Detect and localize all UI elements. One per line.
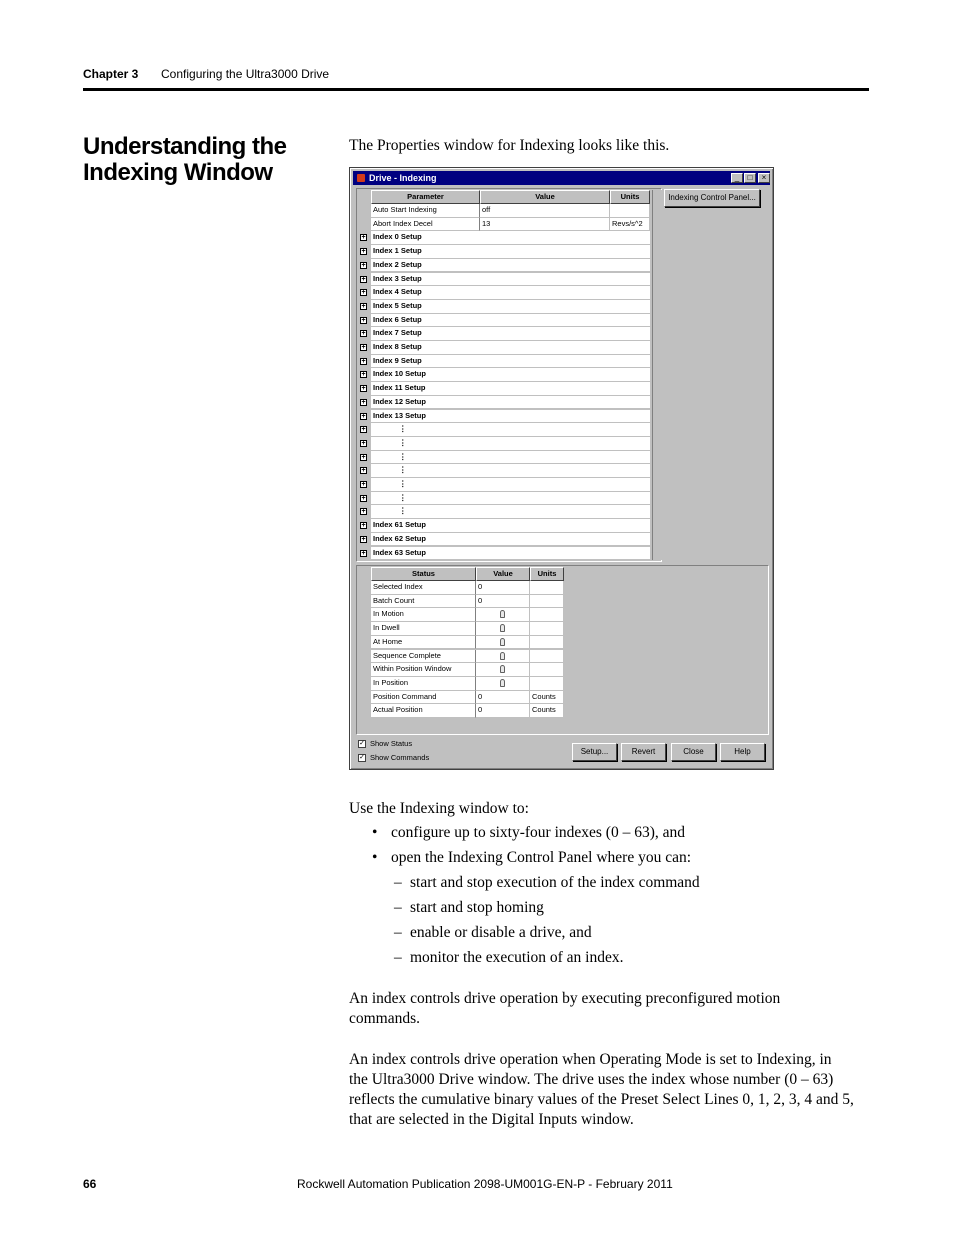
column-header-parameter: Parameter (371, 190, 480, 204)
index-group-row[interactable]: ⋮ (371, 451, 650, 465)
dash-mark: – (394, 949, 402, 966)
column-header-value: Value (480, 190, 610, 204)
list-item: open the Indexing Control Panel where you can: (391, 849, 692, 866)
section-title: Understanding the Indexing Window (83, 133, 287, 186)
status-value (476, 650, 530, 664)
expand-plus-icon[interactable]: + (361, 330, 366, 338)
index-group-row[interactable]: ⋮ (371, 437, 650, 451)
status-units (530, 581, 564, 595)
row-gutter (358, 581, 370, 718)
header-rule (83, 88, 869, 91)
show-commands-label: Show Commands (370, 753, 430, 762)
expand-plus-icon[interactable]: + (361, 412, 366, 420)
list-item: start and stop execution of the index command (410, 874, 700, 891)
index-group-row[interactable]: Index 62 Setup (371, 533, 650, 547)
expand-plus-icon[interactable]: + (361, 398, 366, 406)
index-group-row[interactable]: Index 6 Setup (371, 314, 650, 328)
paragraph-line: the Ultra3000 Drive window. The drive uses the index whose number (0 – 63) (349, 1071, 834, 1088)
status-name: In Position (371, 677, 476, 691)
status-value (476, 677, 530, 691)
index-group-row[interactable]: ⋮ (371, 478, 650, 492)
paragraph-line: An index controls drive operation by executing preconfigured motion (349, 990, 781, 1007)
bullet-mark: • (372, 824, 378, 841)
dash-mark: – (394, 874, 402, 891)
parameter-value-field[interactable]: off (480, 204, 610, 218)
revert-button[interactable]: Revert (621, 743, 666, 761)
indicator-bulb-icon (500, 624, 505, 632)
parameter-grid (356, 188, 662, 562)
close-icon[interactable]: × (758, 173, 770, 183)
status-value (476, 636, 530, 650)
list-item: start and stop homing (410, 899, 544, 916)
uses-intro: Use the Indexing window to: (349, 800, 529, 817)
index-group-row[interactable]: Index 2 Setup (371, 259, 650, 273)
indicator-bulb-icon (500, 638, 505, 646)
status-name: Selected Index (371, 581, 476, 595)
index-group-row[interactable]: Index 3 Setup (371, 273, 650, 287)
expand-plus-icon[interactable]: + (361, 248, 366, 256)
maximize-icon[interactable]: □ (744, 173, 756, 183)
parameter-units (610, 204, 650, 218)
expand-plus-icon[interactable]: + (361, 344, 366, 351)
index-group-row[interactable]: Index 12 Setup (371, 396, 650, 410)
index-group-row[interactable]: Index 7 Setup (371, 327, 650, 341)
status-name: Sequence Complete (371, 650, 476, 664)
paragraph-line: reflects the cumulative binary values of the Preset Select Lines 0, 1, 2, 3, 4 and 5, (349, 1091, 854, 1108)
expand-plus-icon[interactable]: + (361, 357, 366, 365)
publication-info: Rockwell Automation Publication 2098-UM001G-EN-P - February 2011 (297, 1177, 673, 1191)
status-value: 0 (476, 704, 530, 718)
expand-plus-icon[interactable]: + (361, 481, 366, 488)
status-name: Within Position Window (371, 663, 476, 677)
show-status-label: Show Status (370, 739, 413, 748)
column-header-value: Value (476, 567, 530, 581)
list-item: monitor the execution of an index. (410, 949, 624, 966)
dash-mark: – (394, 899, 402, 916)
index-group-row[interactable]: Index 63 Setup (371, 547, 650, 561)
expand-plus-icon[interactable]: + (361, 302, 366, 310)
paragraph-line: An index controls drive operation when Operating Mode is set to Indexing, in (349, 1051, 832, 1068)
indexing-control-panel-button[interactable]: Indexing Control Panel... (664, 189, 760, 207)
index-group-row[interactable]: Index 10 Setup (371, 368, 650, 382)
status-units (530, 650, 564, 664)
expand-plus-icon[interactable]: + (361, 549, 366, 557)
expand-plus-icon[interactable]: + (361, 522, 366, 530)
index-group-row[interactable]: Index 1 Setup (371, 245, 650, 259)
index-group-row[interactable]: Index 9 Setup (371, 355, 650, 369)
show-commands-checkbox[interactable]: ✓ (359, 754, 365, 761)
index-group-row[interactable]: ⋮ (371, 505, 650, 519)
minimize-icon[interactable]: _ (731, 173, 743, 183)
window-title: Drive - Indexing (369, 173, 437, 183)
status-value (476, 622, 530, 636)
status-units (530, 663, 564, 677)
expand-plus-icon[interactable]: + (361, 535, 366, 543)
intro-text: The Properties window for Indexing looks like this. (349, 137, 670, 154)
paragraph-line: that are selected in the Digital Inputs window. (349, 1111, 634, 1128)
expand-plus-icon[interactable]: + (361, 234, 366, 242)
app-icon (357, 174, 365, 182)
expand-plus-icon[interactable]: + (361, 439, 366, 447)
indicator-bulb-icon (500, 679, 505, 687)
status-name: At Home (371, 636, 476, 650)
close-button[interactable]: Close (671, 743, 716, 761)
expand-plus-icon[interactable]: + (361, 385, 366, 393)
index-group-row[interactable]: Index 4 Setup (371, 286, 650, 300)
expand-plus-icon[interactable]: + (361, 289, 366, 297)
status-value: 0 (476, 581, 530, 595)
help-button[interactable]: Help (720, 743, 765, 761)
status-units (530, 622, 564, 636)
column-header-units: Units (610, 190, 650, 204)
expand-plus-icon[interactable]: + (361, 371, 366, 379)
parameter-units: Revs/s^2 (610, 218, 650, 232)
expand-plus-icon[interactable]: + (361, 494, 366, 502)
expand-plus-icon[interactable]: + (361, 508, 366, 516)
index-group-row[interactable]: Index 8 Setup (371, 341, 650, 355)
expand-plus-icon[interactable]: + (361, 467, 366, 475)
column-header-status: Status (371, 567, 476, 581)
index-group-row[interactable]: ⋮ (371, 464, 650, 478)
status-name: In Motion (371, 608, 476, 622)
index-group-row[interactable]: ⋮ (371, 423, 650, 437)
expand-plus-icon[interactable]: + (361, 453, 366, 461)
parameter-scrollbar[interactable] (652, 190, 662, 560)
window-titlebar[interactable] (353, 171, 770, 185)
chapter-title: Configuring the Ultra3000 Drive (161, 67, 330, 81)
status-units (530, 595, 564, 609)
index-group-row[interactable]: Index 13 Setup (371, 410, 650, 424)
parameter-value-field[interactable]: 13 (480, 218, 610, 232)
expand-plus-icon[interactable]: + (361, 261, 366, 269)
status-name: Actual Position (371, 704, 476, 718)
page-number: 66 (83, 1177, 97, 1191)
expand-plus-icon[interactable]: + (361, 275, 366, 283)
index-group-row[interactable]: ⋮ (371, 492, 650, 506)
paragraph-line: commands. (349, 1010, 421, 1027)
index-group-row[interactable]: Index 0 Setup (371, 231, 650, 245)
show-status-checkbox[interactable]: ✓ (359, 740, 365, 747)
bullet-mark: • (372, 849, 378, 866)
chapter-label: Chapter 3 (83, 67, 139, 81)
parameter-name: Auto Start Indexing (371, 204, 480, 218)
status-value (476, 663, 530, 677)
indicator-bulb-icon (500, 610, 505, 618)
indicator-bulb-icon (500, 665, 505, 673)
status-name: Position Command (371, 691, 476, 705)
indicator-bulb-icon (500, 652, 505, 660)
status-units (530, 677, 564, 691)
status-name: In Dwell (371, 622, 476, 636)
parameter-name: Abort Index Decel (371, 218, 480, 232)
status-units (530, 608, 564, 622)
status-grid (356, 565, 769, 735)
status-value: 0 (476, 691, 530, 705)
index-group-row[interactable]: Index 5 Setup (371, 300, 650, 314)
status-units: Counts (530, 691, 564, 705)
setup-button[interactable]: Setup... (572, 743, 617, 761)
status-value (476, 608, 530, 622)
index-group-row[interactable]: Index 61 Setup (371, 519, 650, 533)
expand-plus-icon[interactable]: + (361, 316, 366, 324)
status-units (530, 636, 564, 650)
status-value: 0 (476, 595, 530, 609)
status-units: Counts (530, 704, 564, 718)
column-header-units: Units (530, 567, 564, 581)
expand-plus-icon[interactable]: + (361, 426, 366, 434)
list-item: configure up to sixty-four indexes (0 – 63), and (391, 824, 686, 841)
dash-mark: – (394, 924, 402, 941)
status-name: Batch Count (371, 595, 476, 609)
index-group-row[interactable]: Index 11 Setup (371, 382, 650, 396)
row-gutter (358, 204, 370, 560)
list-item: enable or disable a drive, and (410, 924, 592, 941)
indexing-window (349, 167, 774, 770)
